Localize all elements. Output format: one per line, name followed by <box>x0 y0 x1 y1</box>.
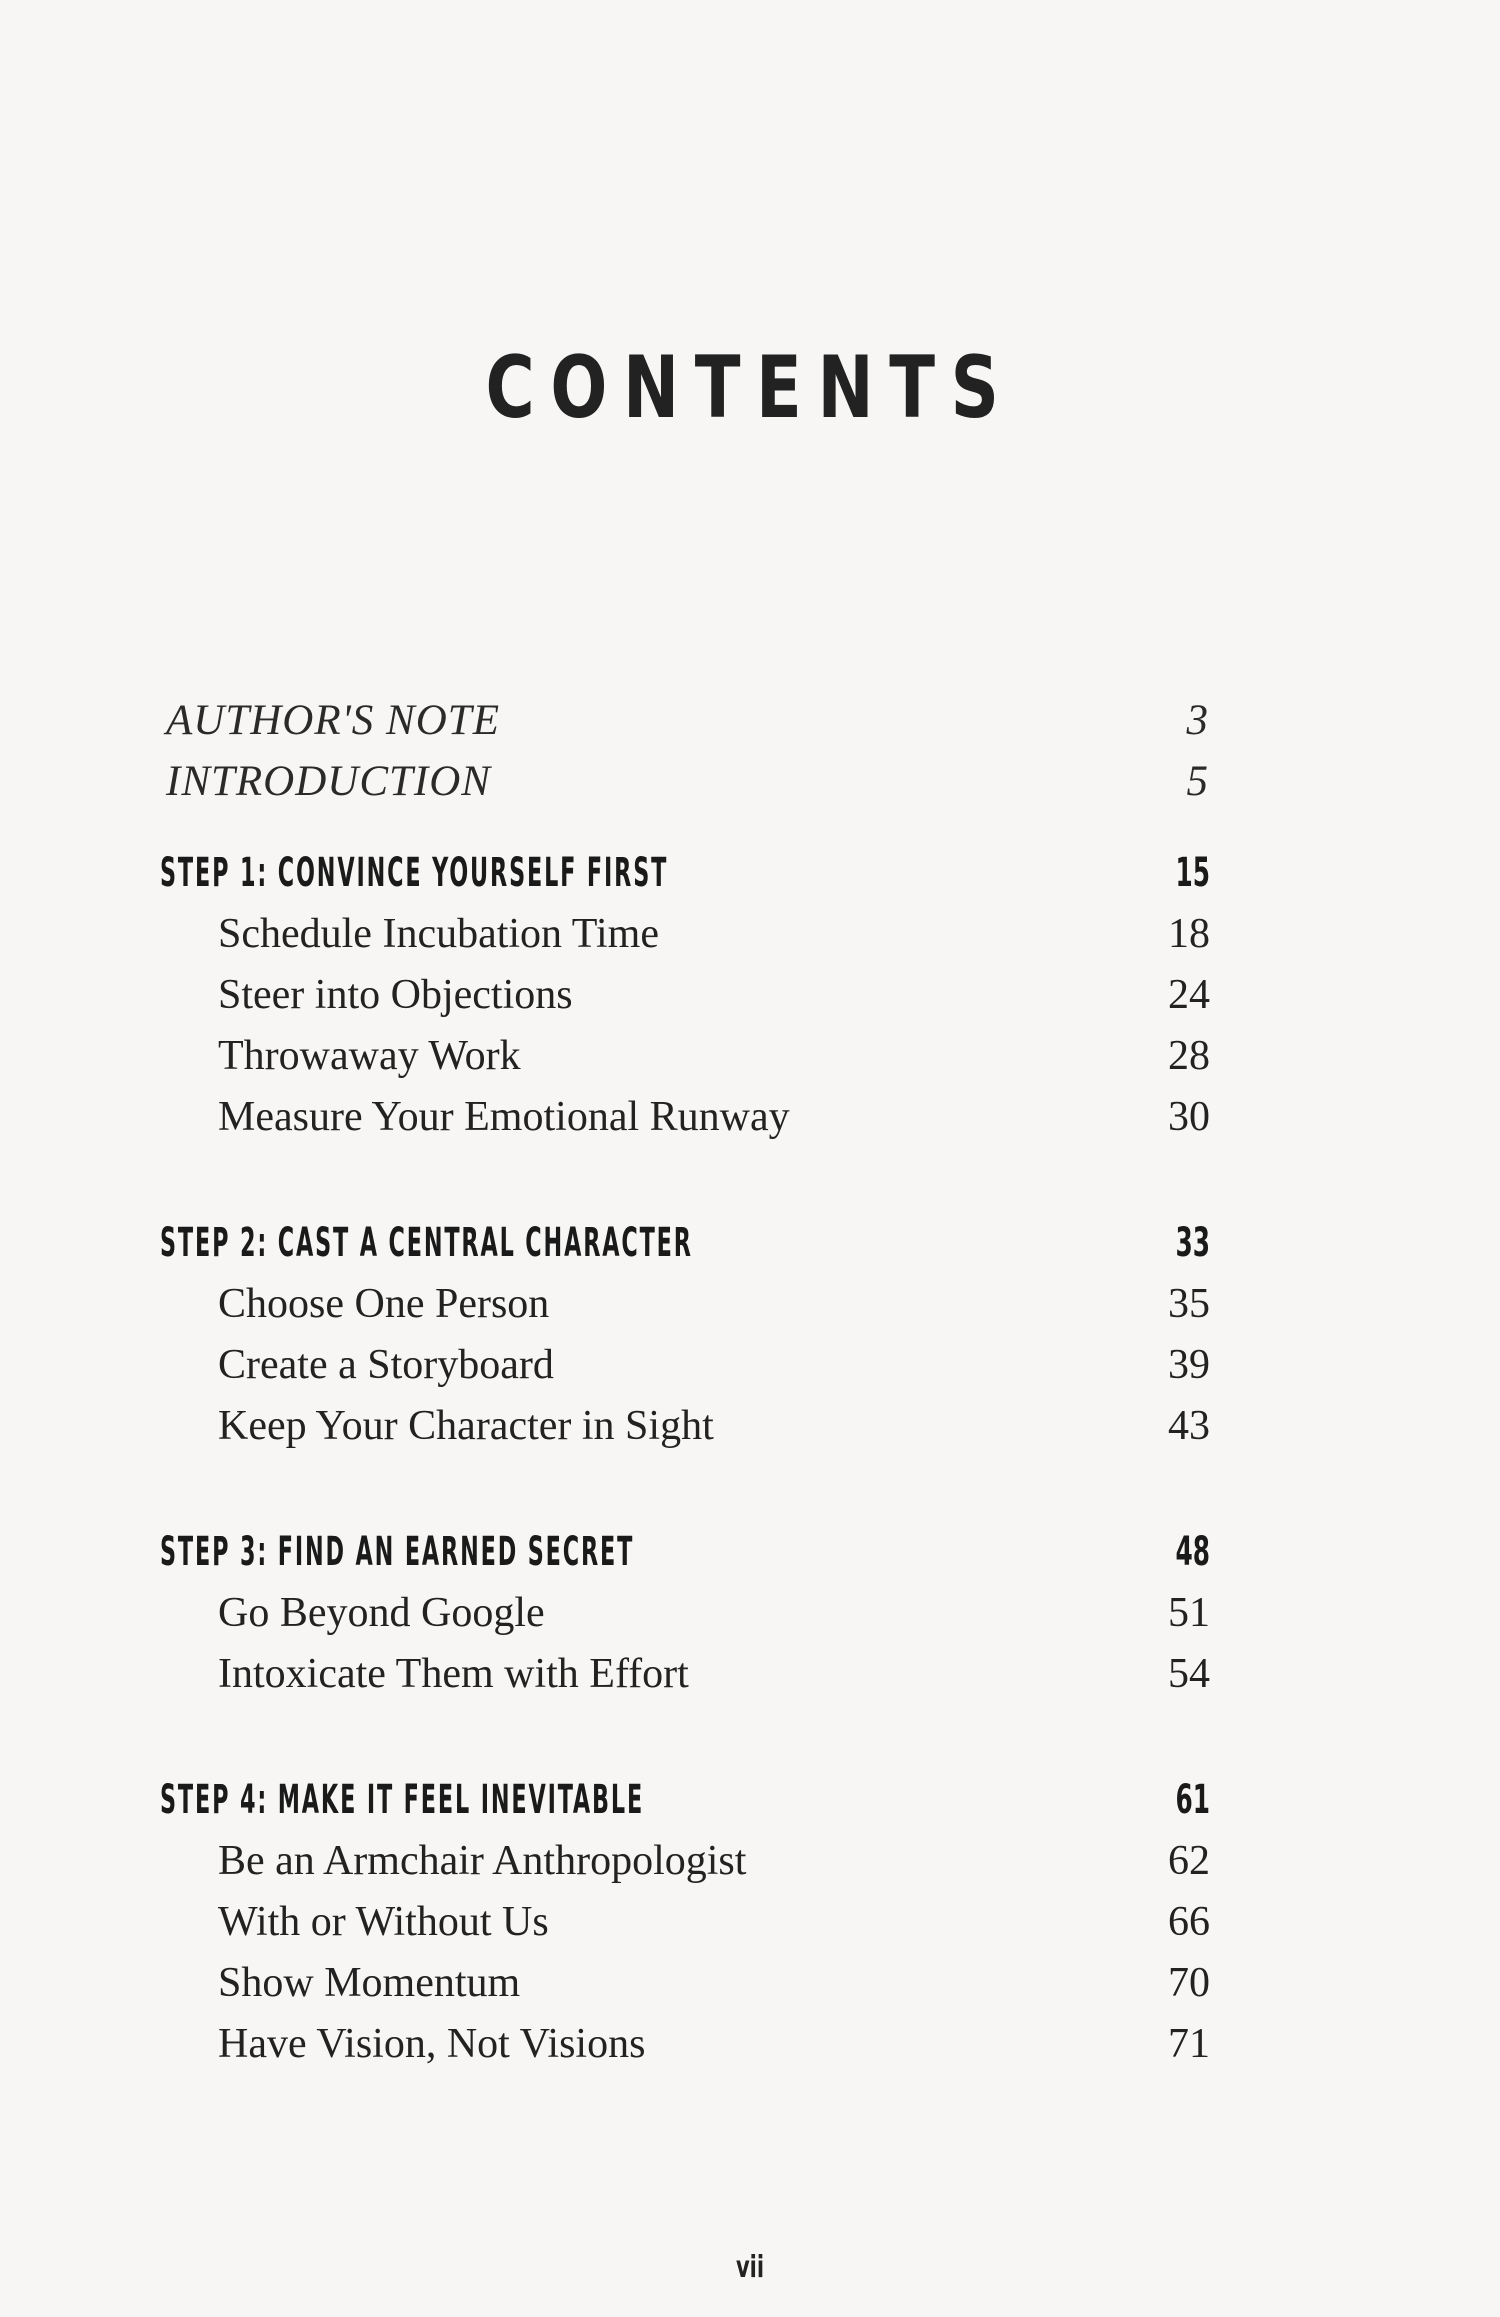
subentry-page: 18 <box>1168 911 1210 957</box>
toc-subentry[interactable] <box>160 1087 1210 1148</box>
spacer <box>160 812 1210 842</box>
toc-step-3-heading[interactable] <box>160 1521 1210 1583</box>
subentry-page: 28 <box>1168 1033 1210 1079</box>
page-title: CONTENTS <box>485 338 1015 438</box>
table-of-contents <box>160 690 1210 2075</box>
subentry-page: 24 <box>1168 972 1210 1018</box>
toc-subentry[interactable] <box>160 1831 1210 1892</box>
step-heading-page: 61 <box>1175 1777 1210 1823</box>
subentry-page: 62 <box>1168 1838 1210 1884</box>
subentry-page: 71 <box>1168 2021 1210 2067</box>
step-heading-label: STEP 1: CONVINCE YOURSELF FIRST <box>160 850 669 896</box>
subentry-label: Schedule Incubation Time <box>218 911 659 957</box>
step-heading-page: 48 <box>1175 1529 1210 1575</box>
toc-subentry[interactable] <box>160 1583 1210 1644</box>
toc-subentry[interactable] <box>160 1026 1210 1087</box>
subentry-label: With or Without Us <box>218 1899 549 1945</box>
toc-subentry[interactable] <box>160 965 1210 1026</box>
subentry-page: 35 <box>1168 1281 1210 1327</box>
toc-entry-page: 3 <box>1186 697 1208 744</box>
toc-entry-authors-note[interactable] <box>160 690 1210 751</box>
subentry-label: Measure Your Emotional Runway <box>218 1094 790 1140</box>
subentry-page: 66 <box>1168 1899 1210 1945</box>
step-heading-label: STEP 4: MAKE IT FEEL INEVITABLE <box>160 1777 645 1823</box>
subentry-label: Go Beyond Google <box>218 1590 545 1636</box>
subentry-label: Choose One Person <box>218 1281 550 1327</box>
page-number: vii <box>735 2250 765 2285</box>
toc-subentry[interactable] <box>160 1274 1210 1335</box>
subentry-label: Show Momentum <box>218 1960 521 2006</box>
toc-entry-page: 5 <box>1186 758 1208 805</box>
step-heading-page: 15 <box>1175 850 1210 896</box>
subentry-label: Throwaway Work <box>218 1033 521 1079</box>
subentry-page: 70 <box>1168 1960 1210 2006</box>
toc-subentry[interactable] <box>160 1644 1210 1705</box>
step-heading-label: STEP 2: CAST A CENTRAL CHARACTER <box>160 1220 693 1266</box>
subentry-label: Steer into Objections <box>218 972 573 1018</box>
toc-subentry[interactable] <box>160 904 1210 965</box>
toc-subentry[interactable] <box>160 2014 1210 2075</box>
subentry-page: 43 <box>1168 1403 1210 1449</box>
toc-subentry[interactable] <box>160 1335 1210 1396</box>
toc-step-4-heading[interactable] <box>160 1769 1210 1831</box>
subentry-label: Create a Storyboard <box>218 1342 554 1388</box>
toc-entry-label: AUTHOR'S NOTE <box>166 697 500 744</box>
spacer <box>160 1148 1210 1212</box>
subentry-label: Have Vision, Not Visions <box>218 2021 646 2067</box>
subentry-page: 30 <box>1168 1094 1210 1140</box>
step-heading-label: STEP 3: FIND AN EARNED SECRET <box>160 1529 635 1575</box>
toc-subentry[interactable] <box>160 1396 1210 1457</box>
spacer <box>160 1457 1210 1521</box>
toc-step-2-heading[interactable] <box>160 1212 1210 1274</box>
toc-entry-label: INTRODUCTION <box>166 758 491 805</box>
toc-entry-introduction[interactable] <box>160 751 1210 812</box>
spacer <box>160 1705 1210 1769</box>
step-heading-page: 33 <box>1175 1220 1210 1266</box>
subentry-label: Be an Armchair Anthropologist <box>218 1838 747 1884</box>
subentry-label: Keep Your Character in Sight <box>218 1403 714 1449</box>
toc-step-1-heading[interactable] <box>160 842 1210 904</box>
subentry-page: 54 <box>1168 1651 1210 1697</box>
subentry-page: 39 <box>1168 1342 1210 1388</box>
toc-subentry[interactable] <box>160 1892 1210 1953</box>
toc-subentry[interactable] <box>160 1953 1210 2014</box>
subentry-page: 51 <box>1168 1590 1210 1636</box>
subentry-label: Intoxicate Them with Effort <box>218 1651 689 1697</box>
